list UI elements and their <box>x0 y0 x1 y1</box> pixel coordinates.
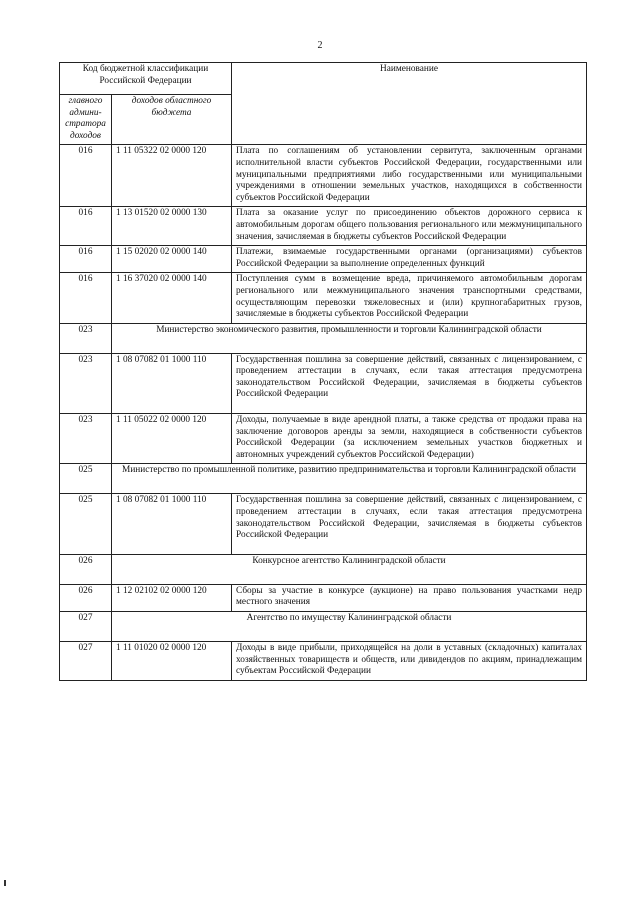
administrator-code: 016 <box>60 145 112 207</box>
table-row <box>60 207 587 246</box>
income-name: Доходы, получаемые в виде арендной платы, а также средства от продажи права на заключение договоров аренды за земли, находящиеся в собственности субъектов Российской Федерации (за исключением земельных участков бюджетных и автономных учреждений субъектов Российской Федерации) <box>232 414 587 464</box>
income-code: 1 11 05322 02 0000 120 <box>112 145 232 207</box>
header-main-administrator: главного админи-стратора доходов <box>60 95 112 145</box>
administrator-code: 027 <box>60 642 112 681</box>
administrator-code: 016 <box>60 207 112 246</box>
table-row <box>60 246 587 273</box>
income-name: Сборы за участие в конкурсе (аукционе) на право пользования участками недр местного значения <box>232 584 587 611</box>
table-row <box>60 273 587 323</box>
income-name: Плата за оказание услуг по присоединению объектов дорожного сервиса к автомобильным дорогам общего пользования регионального или межмуниципального значения, зачисляемая в бюджеты субъектов Российской Федерации <box>232 207 587 246</box>
income-code: 1 15 02020 02 0000 140 <box>112 246 232 273</box>
section-row <box>60 464 587 494</box>
page-number: 2 <box>317 40 323 51</box>
income-name: Государственная пошлина за совершение действий, связанных с лицензированием, с проведением аттестации в случаях, если такая аттестация предусмотрена законодательством Российской Федерации, зачисляемая в бюджеты субъектов Российской Федерации <box>232 353 587 413</box>
section-title: Министерство экономического развития, промышленности и торговли Калининградской области <box>112 323 587 353</box>
income-code: 1 13 01520 02 0000 130 <box>112 207 232 246</box>
section-administrator-code: 026 <box>60 554 112 584</box>
income-code: 1 08 07082 01 1000 110 <box>112 353 232 413</box>
table-row <box>60 414 587 464</box>
header-name: Наименование <box>232 63 587 145</box>
section-row <box>60 323 587 353</box>
administrator-code: 023 <box>60 353 112 413</box>
income-code: 1 12 02102 02 0000 120 <box>112 584 232 611</box>
margin-mark <box>4 880 6 886</box>
income-code: 1 11 01020 02 0000 120 <box>112 642 232 681</box>
table-row <box>60 584 587 611</box>
table-row <box>60 145 587 207</box>
income-name: Поступления сумм в возмещение вреда, причиняемого автомобильным дорогам регионального или межмуниципального значения транспортными средствами, осуществляющим перевозки тяжеловесных и (или) крупногабаритных грузов, зачисляемые в бюджеты субъектов Российской Федерации <box>232 273 587 323</box>
income-name: Плата по соглашениям об установлении сервитута, заключенным органами исполнительной власти субъектов Российской Федерации, государственными или муниципальными предприятиями либо государственными или муниципальными учреждениями в отношении земельных участков, находящихся в собственности субъектов Российской Федерации <box>232 145 587 207</box>
table-row <box>60 494 587 554</box>
income-code: 1 16 37020 02 0000 140 <box>112 273 232 323</box>
administrator-code: 016 <box>60 246 112 273</box>
section-administrator-code: 025 <box>60 464 112 494</box>
table-body <box>60 145 587 680</box>
income-name: Платежи, взимаемые государственными органами (организациями) субъектов Российской Федерации за выполнение определенных функций <box>232 246 587 273</box>
administrator-code: 025 <box>60 494 112 554</box>
section-administrator-code: 023 <box>60 323 112 353</box>
section-title: Конкурсное агентство Калининградской области <box>112 554 587 584</box>
header-classification-code: Код бюджетной классификации Российской Федерации <box>60 63 232 95</box>
income-name: Доходы в виде прибыли, приходящейся на доли в уставных (складочных) капиталах хозяйственных товариществ и обществ, или дивидендов по акциям, принадлежащим субъектам Российской Федерации <box>232 642 587 681</box>
income-code: 1 11 05022 02 0000 120 <box>112 414 232 464</box>
income-name: Государственная пошлина за совершение действий, связанных с лицензированием, с проведением аттестации в случаях, если такая аттестация предусмотрена законодательством Российской Федерации, зачисляемая в бюджеты субъектов Российской Федерации <box>232 494 587 554</box>
budget-classification-table <box>59 62 587 681</box>
header-regional-budget-income: доходов областного бюджета <box>112 95 232 145</box>
income-code: 1 08 07082 01 1000 110 <box>112 494 232 554</box>
section-row <box>60 554 587 584</box>
section-title: Агентство по имуществу Калининградской области <box>112 612 587 642</box>
administrator-code: 016 <box>60 273 112 323</box>
section-title: Министерство по промышленной политике, развитию предпринимательства и торговли Калининградской области <box>112 464 587 494</box>
section-row <box>60 612 587 642</box>
administrator-code: 026 <box>60 584 112 611</box>
section-administrator-code: 027 <box>60 612 112 642</box>
table-row <box>60 642 587 681</box>
administrator-code: 023 <box>60 414 112 464</box>
table-row <box>60 353 587 413</box>
